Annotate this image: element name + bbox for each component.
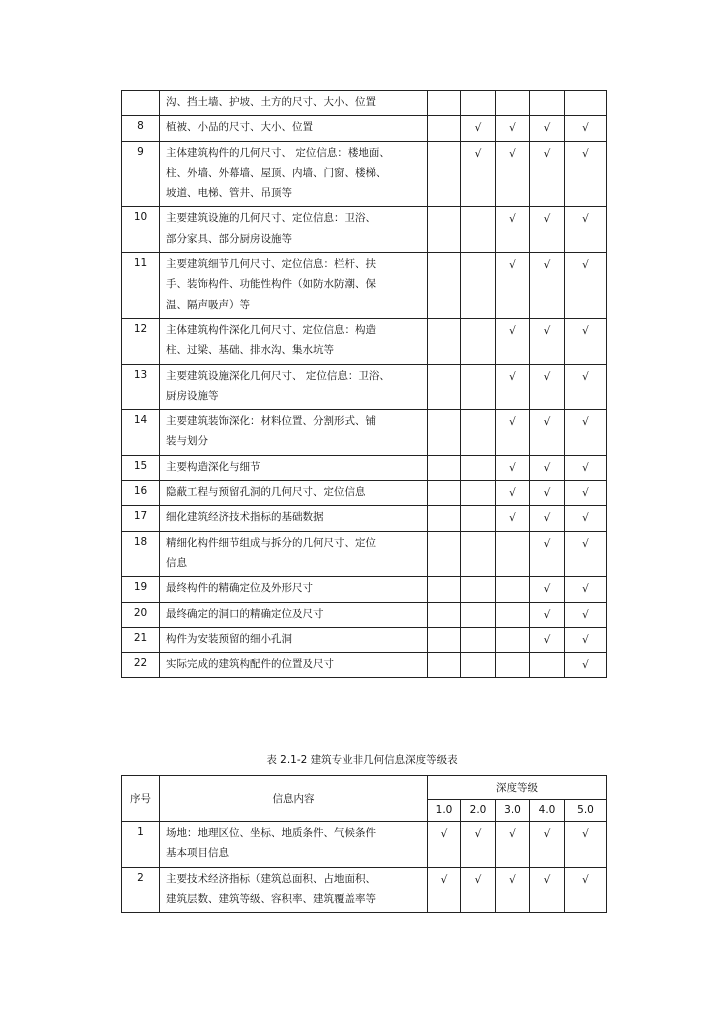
depth-cell (461, 822, 496, 868)
info-content (160, 318, 428, 364)
depth-cell (428, 91, 461, 116)
depth-cell (496, 141, 530, 207)
info-line: 基本项目信息 (166, 847, 229, 860)
depth-cell (496, 577, 530, 602)
row-number: 8 (122, 116, 160, 141)
table-row (122, 867, 607, 913)
check-mark: √ (582, 259, 589, 272)
depth-cell (530, 577, 565, 602)
table-row (122, 207, 607, 253)
table-row (122, 602, 607, 627)
depth-cell (461, 364, 496, 410)
row-number: 15 (122, 455, 160, 480)
depth-cell (565, 577, 607, 602)
table-row (122, 822, 607, 868)
depth-cell (428, 455, 461, 480)
table-caption: 表 2.1-2 建筑专业非几何信息深度等级表 (266, 754, 458, 766)
check-mark: √ (543, 512, 551, 525)
info-line: 主要构造深化与细节 (166, 460, 261, 473)
row-number: 20 (122, 602, 160, 627)
table-header-row (122, 776, 607, 800)
depth-cell (496, 627, 530, 652)
info-content (160, 91, 428, 116)
check-mark: √ (582, 828, 589, 840)
depth-cell (530, 867, 565, 913)
depth-cell (428, 481, 461, 506)
depth-cell (428, 318, 461, 364)
check-mark: √ (543, 259, 551, 272)
check-mark: √ (543, 370, 551, 383)
info-content (160, 116, 428, 141)
level-cell: 2.0 (461, 800, 496, 822)
depth-cell (565, 506, 607, 531)
info-content (160, 481, 428, 506)
check-mark: √ (509, 259, 516, 272)
depth-cell (565, 141, 607, 207)
depth-cell (496, 116, 530, 141)
check-mark: √ (509, 487, 516, 500)
info-line: 主要建筑装饰深化：材料位置、分割形式、铺 (166, 415, 376, 428)
depth-cell (428, 253, 461, 319)
check-mark: √ (509, 324, 516, 337)
info-line: 隐蔽工程与预留孔洞的几何尺寸、定位信息 (166, 486, 366, 499)
depth-cell (565, 627, 607, 652)
check-mark: √ (509, 213, 516, 226)
check-mark: √ (543, 122, 551, 135)
check-mark: √ (582, 461, 589, 474)
depth-cell (461, 141, 496, 207)
row-number: 22 (122, 653, 160, 678)
depth-cell (428, 627, 461, 652)
info-line: 细化建筑经济技术指标的基础数据 (166, 511, 324, 524)
depth-cell (461, 506, 496, 531)
row-number: 11 (122, 253, 160, 319)
depth-cell (428, 207, 461, 253)
depth-cell (565, 867, 607, 913)
depth-cell (530, 822, 565, 868)
depth-cell (565, 318, 607, 364)
depth-cell (565, 531, 607, 577)
check-mark: √ (582, 487, 589, 500)
check-mark: √ (474, 828, 482, 840)
depth-cell (461, 116, 496, 141)
check-mark: √ (543, 873, 551, 886)
depth-cell (496, 867, 530, 913)
info-line: 精细化构件细节组成与拆分的几何尺寸、定位 (166, 536, 376, 549)
info-line: 场地：地理区位、坐标、地质条件、气候条件 (166, 827, 376, 839)
depth-cell (530, 116, 565, 141)
depth-cell (565, 455, 607, 480)
check-mark: √ (582, 370, 589, 383)
row-number: 16 (122, 481, 160, 506)
row-number: 12 (122, 318, 160, 364)
header-info-content: 信息内容 (160, 776, 428, 822)
info-line: 温、隔声吸声）等 (166, 298, 250, 311)
check-mark: √ (543, 583, 551, 596)
check-mark: √ (582, 147, 589, 160)
table-row (122, 141, 607, 207)
depth-cell (461, 455, 496, 480)
info-content (160, 455, 428, 480)
depth-cell (496, 822, 530, 868)
info-line: 装与划分 (166, 435, 208, 448)
info-line: 柱、过梁、基础、排水沟、集水坑等 (166, 344, 334, 357)
table-row (122, 116, 607, 141)
depth-cell (496, 318, 530, 364)
info-line: 厨房设施等 (166, 389, 219, 402)
table-row (122, 481, 607, 506)
table-row (122, 653, 607, 678)
non-geometric-depth-table (121, 775, 607, 913)
depth-cell (496, 531, 530, 577)
check-mark: √ (509, 512, 516, 525)
depth-cell (530, 318, 565, 364)
depth-cell (496, 455, 530, 480)
info-line: 植被、小品的尺寸、大小、位置 (166, 121, 313, 134)
row-number: 10 (122, 207, 160, 253)
check-mark: √ (509, 416, 516, 429)
depth-cell (565, 91, 607, 116)
depth-cell (461, 410, 496, 456)
depth-cell (428, 602, 461, 627)
table-row (122, 455, 607, 480)
info-line: 建筑层数、建筑等级、容积率、建筑覆盖率等 (166, 892, 376, 905)
depth-cell (461, 627, 496, 652)
check-mark: √ (509, 873, 516, 886)
table-row (122, 506, 607, 531)
depth-cell (428, 653, 461, 678)
depth-cell (461, 602, 496, 627)
depth-cell (530, 455, 565, 480)
check-mark: √ (474, 147, 482, 160)
info-line: 沟、挡土墙、护坡、土方的尺寸、大小、位置 (166, 96, 376, 108)
depth-cell (461, 91, 496, 116)
depth-cell (428, 410, 461, 456)
table-row (122, 318, 607, 364)
depth-cell (461, 318, 496, 364)
check-mark: √ (582, 608, 589, 621)
info-line: 主要建筑设施的几何尺寸、定位信息：卫浴、 (166, 212, 376, 225)
info-line: 最终构件的精确定位及外形尺寸 (166, 582, 313, 595)
check-mark: √ (474, 122, 482, 135)
depth-cell (530, 506, 565, 531)
check-mark: √ (543, 633, 551, 646)
info-content (160, 577, 428, 602)
depth-cell (565, 653, 607, 678)
depth-cell (530, 207, 565, 253)
info-content (160, 207, 428, 253)
row-number: 2 (122, 867, 160, 913)
depth-cell (496, 410, 530, 456)
check-mark: √ (543, 416, 551, 429)
info-line: 部分家具、部分厨房设施等 (166, 232, 292, 245)
row-number: 17 (122, 506, 160, 531)
depth-cell (530, 410, 565, 456)
info-content (160, 141, 428, 207)
row-number: 14 (122, 410, 160, 456)
depth-cell (496, 253, 530, 319)
check-mark: √ (582, 213, 589, 226)
depth-cell (565, 602, 607, 627)
depth-cell (428, 531, 461, 577)
depth-cell (461, 481, 496, 506)
depth-cell (565, 207, 607, 253)
depth-cell (461, 253, 496, 319)
level-cell: 1.0 (428, 800, 461, 822)
check-mark: √ (509, 828, 516, 840)
depth-cell (530, 141, 565, 207)
non-geometric-depth-table-body (122, 822, 607, 913)
depth-cell (461, 653, 496, 678)
check-mark: √ (543, 608, 551, 621)
depth-cell (496, 481, 530, 506)
info-line: 信息 (166, 556, 187, 569)
check-mark: √ (582, 537, 589, 550)
depth-cell (530, 364, 565, 410)
row-number: 13 (122, 364, 160, 410)
check-mark: √ (509, 461, 516, 474)
level-cell: 4.0 (530, 800, 565, 822)
check-mark: √ (582, 873, 589, 886)
header-serial-number: 序号 (122, 776, 160, 822)
info-content (160, 653, 428, 678)
table-row (122, 253, 607, 319)
info-content (160, 822, 428, 868)
info-line: 实际完成的建筑构配件的位置及尺寸 (166, 658, 334, 671)
depth-cell (565, 116, 607, 141)
check-mark: √ (543, 213, 551, 226)
depth-cell (496, 207, 530, 253)
geometric-depth-table-body (122, 91, 607, 678)
info-content (160, 867, 428, 913)
check-mark: √ (582, 512, 589, 525)
info-content (160, 531, 428, 577)
depth-cell (496, 364, 530, 410)
info-line: 柱、外墙、外幕墙、屋顶、内墙、门窗、楼梯、 (166, 166, 387, 179)
depth-cell (565, 253, 607, 319)
check-mark: √ (543, 324, 551, 337)
depth-cell (565, 410, 607, 456)
check-mark: √ (440, 828, 448, 840)
check-mark: √ (582, 122, 589, 135)
info-content (160, 627, 428, 652)
row-number: 18 (122, 531, 160, 577)
info-line: 构件为安装预留的细小孔洞 (166, 632, 292, 645)
check-mark: √ (474, 873, 482, 886)
depth-cell (530, 91, 565, 116)
check-mark: √ (440, 873, 448, 886)
depth-cell (530, 253, 565, 319)
row-number: 21 (122, 627, 160, 652)
check-mark: √ (582, 659, 589, 672)
depth-cell (496, 91, 530, 116)
depth-cell (428, 577, 461, 602)
row-number (122, 91, 160, 116)
check-mark: √ (582, 416, 589, 429)
check-mark: √ (509, 122, 516, 135)
check-mark: √ (582, 583, 589, 596)
info-line: 主体建筑构件深化几何尺寸、定位信息：构造 (166, 323, 376, 336)
table-row (122, 91, 607, 116)
depth-cell (496, 602, 530, 627)
depth-cell (461, 207, 496, 253)
depth-cell (428, 141, 461, 207)
check-mark: √ (509, 370, 516, 383)
table-row (122, 627, 607, 652)
table-row (122, 364, 607, 410)
depth-cell (496, 506, 530, 531)
depth-cell (496, 653, 530, 678)
row-number: 1 (122, 822, 160, 868)
row-number: 19 (122, 577, 160, 602)
depth-cell (428, 822, 461, 868)
info-content (160, 506, 428, 531)
depth-cell (530, 627, 565, 652)
check-mark: √ (582, 324, 589, 337)
check-mark: √ (543, 828, 551, 840)
depth-cell (428, 867, 461, 913)
check-mark: √ (543, 487, 551, 500)
info-line: 主要技术经济指标（建筑总面积、占地面积、 (166, 872, 376, 885)
info-content (160, 364, 428, 410)
table-row (122, 410, 607, 456)
depth-cell (461, 531, 496, 577)
depth-cell (565, 822, 607, 868)
depth-cell (428, 364, 461, 410)
depth-cell (530, 602, 565, 627)
info-content (160, 410, 428, 456)
check-mark: √ (543, 537, 551, 550)
header-depth-level: 深度等级 (428, 776, 607, 800)
table-row (122, 531, 607, 577)
depth-cell (461, 577, 496, 602)
depth-cell (428, 116, 461, 141)
check-mark: √ (582, 633, 589, 646)
info-line: 最终确定的洞口的精确定位及尺寸 (166, 607, 324, 620)
depth-cell (530, 653, 565, 678)
depth-cell (428, 506, 461, 531)
depth-cell (530, 531, 565, 577)
info-line: 手、装饰构件、功能性构件（如防水防潮、保 (166, 278, 376, 291)
table-row (122, 577, 607, 602)
level-cell: 5.0 (565, 800, 607, 822)
depth-cell (565, 481, 607, 506)
check-mark: √ (543, 461, 551, 474)
info-line: 主体建筑构件的几何尺寸、 定位信息：楼地面、 (166, 146, 390, 159)
check-mark: √ (543, 147, 551, 160)
info-line: 主要建筑细节几何尺寸、定位信息：栏杆、扶 (166, 258, 376, 271)
info-line: 坡道、电梯、管井、吊顶等 (166, 187, 292, 200)
depth-cell (461, 867, 496, 913)
depth-cell (530, 481, 565, 506)
check-mark: √ (509, 147, 516, 160)
info-content (160, 602, 428, 627)
geometric-depth-table (121, 90, 607, 678)
info-line: 主要建筑设施深化几何尺寸、 定位信息：卫浴、 (166, 369, 390, 382)
info-content (160, 253, 428, 319)
level-cell: 3.0 (496, 800, 530, 822)
row-number: 9 (122, 141, 160, 207)
depth-cell (565, 364, 607, 410)
